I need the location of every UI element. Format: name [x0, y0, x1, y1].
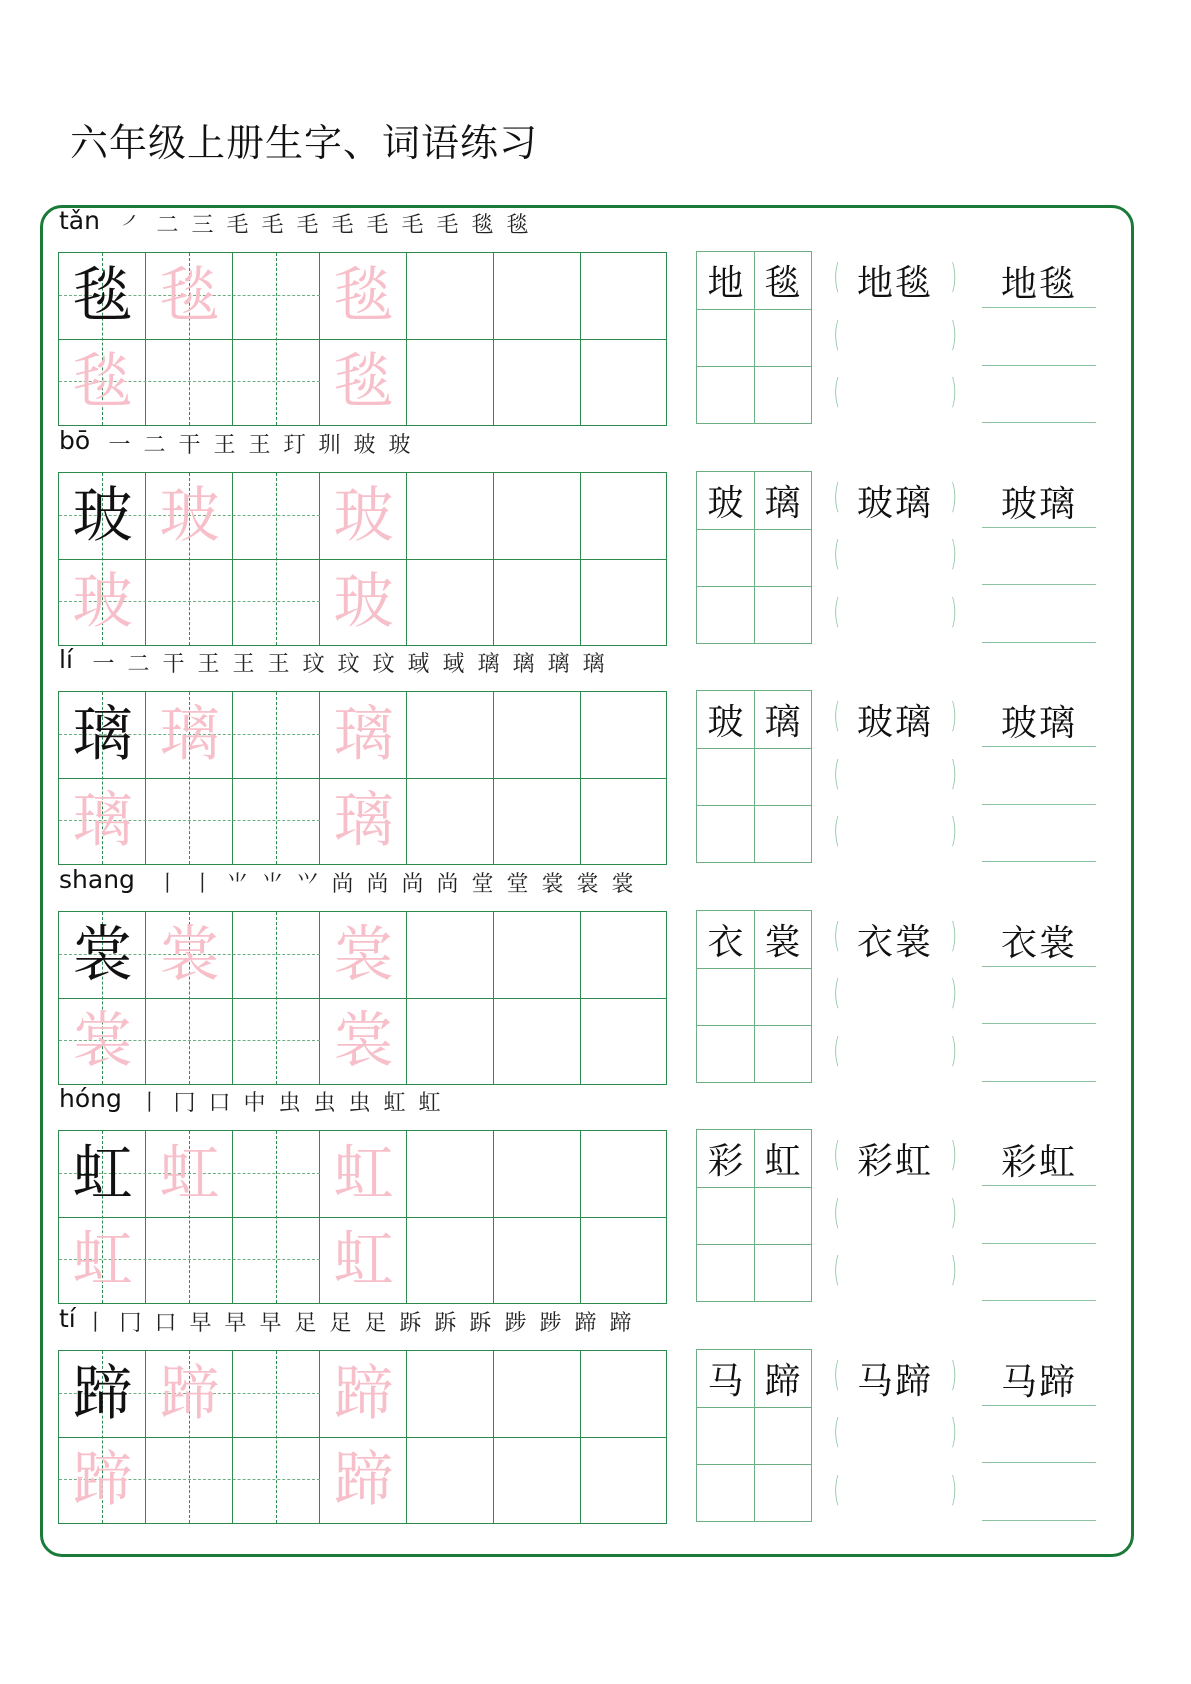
- stroke-step: 虫: [278, 1091, 301, 1116]
- left-paren-icon: (: [833, 314, 840, 355]
- writing-grid: [58, 1350, 667, 1524]
- underline-answer-slot[interactable]: [982, 1024, 1096, 1082]
- word-char: 蹄: [764, 1360, 801, 1402]
- paren-answer-slot[interactable]: [833, 967, 957, 1024]
- stroke-step: 裳: [576, 871, 599, 897]
- stroke-step: 毛: [436, 213, 459, 238]
- right-paren-icon: ): [950, 973, 957, 1013]
- stroke-step: 王: [197, 652, 220, 677]
- grid-line: [697, 309, 811, 310]
- stroke-step: ㇒: [121, 213, 144, 238]
- trace-character: 蹄: [159, 1358, 220, 1429]
- trace-character: 毯: [333, 261, 394, 331]
- stroke-step: 毛: [366, 213, 389, 238]
- word-char: 玻: [707, 482, 744, 524]
- practice-row: [0, 1086, 1191, 1305]
- stroke-step: 玟: [337, 652, 360, 677]
- underline-answer-slot[interactable]: [982, 1128, 1096, 1186]
- paren-answer-slot[interactable]: [833, 1244, 957, 1301]
- stroke-step: 跅: [399, 1310, 422, 1336]
- model-character: 毯: [72, 261, 133, 331]
- stroke-step: 王: [267, 652, 290, 677]
- guide-line: [276, 253, 277, 425]
- stroke-step: 裳: [541, 871, 564, 897]
- word-writing-box: [696, 1349, 812, 1522]
- trace-character: 蹄: [333, 1358, 394, 1429]
- model-character: 蹄: [72, 1358, 133, 1429]
- underline-answer-slot[interactable]: [982, 1405, 1096, 1463]
- stroke-step: 尚: [401, 871, 424, 897]
- word-char: 裳: [764, 921, 801, 963]
- word-writing-box: [696, 471, 812, 644]
- paren-word: 地毯: [856, 263, 933, 304]
- model-character: 玻: [72, 480, 133, 551]
- paren-answer-slot[interactable]: [833, 366, 957, 423]
- guide-line: [276, 1131, 277, 1303]
- model-character: 裳: [72, 919, 133, 990]
- stroke-step: 一: [108, 432, 131, 458]
- grid-line: [697, 529, 811, 530]
- trace-character: 玻: [333, 480, 394, 551]
- word-char: 衣: [707, 921, 744, 963]
- word-char: 毯: [764, 263, 801, 304]
- stroke-step: 堂: [506, 871, 529, 897]
- right-paren-icon: ): [950, 1469, 957, 1510]
- stroke-step: ⺌: [226, 871, 249, 897]
- paren-answer-slot[interactable]: [833, 748, 957, 805]
- left-paren-icon: (: [833, 534, 840, 574]
- pinyin-label: hóng: [59, 1084, 122, 1113]
- grid-line: [697, 968, 811, 969]
- left-paren-icon: (: [833, 591, 840, 632]
- trace-character: 毯: [333, 347, 394, 417]
- trace-character: 璃: [333, 700, 394, 770]
- stroke-step: 毛: [401, 213, 424, 238]
- word-char: 璃: [764, 702, 801, 743]
- stroke-step: 毛: [296, 213, 319, 238]
- grid-line: [697, 1187, 811, 1188]
- stroke-step: 璃: [477, 652, 500, 677]
- stroke-order-sequence: [102, 428, 417, 459]
- stroke-step: 琙: [442, 652, 465, 677]
- grid-line: [697, 586, 811, 587]
- stroke-step: 璃: [512, 652, 535, 677]
- stroke-step: 早: [189, 1310, 212, 1336]
- trace-character: 裳: [333, 919, 394, 990]
- stroke-step: 足: [329, 1310, 352, 1336]
- stroke-order-sequence: [86, 647, 611, 678]
- paren-word: 衣裳: [856, 921, 933, 963]
- stroke-step: 中: [243, 1091, 266, 1116]
- paren-answer-slot[interactable]: [833, 1187, 957, 1244]
- stroke-step: 跅: [469, 1310, 492, 1336]
- grid-line: [697, 805, 811, 806]
- underline-answer-slot[interactable]: [982, 1186, 1096, 1244]
- left-paren-icon: (: [833, 973, 840, 1013]
- paren-answer-slot[interactable]: [833, 309, 957, 366]
- paren-answer-slot[interactable]: [833, 1464, 957, 1521]
- trace-character: 裳: [159, 919, 220, 990]
- trace-character: 裳: [72, 1005, 133, 1076]
- stroke-step: 虫: [348, 1091, 371, 1116]
- right-paren-icon: ): [950, 915, 957, 956]
- right-paren-icon: ): [950, 696, 957, 736]
- left-paren-icon: (: [833, 696, 840, 736]
- trace-character: 璃: [159, 700, 220, 770]
- left-paren-icon: (: [833, 1412, 840, 1452]
- practice-row: [0, 1303, 1191, 1525]
- right-paren-icon: ): [950, 257, 957, 297]
- model-character: 璃: [72, 700, 133, 770]
- underline-answer-slot[interactable]: [982, 1348, 1096, 1406]
- left-paren-icon: (: [833, 753, 840, 794]
- stroke-step: 裳: [611, 871, 634, 897]
- paren-answer-slot[interactable]: [833, 805, 957, 862]
- stroke-step: 玻: [388, 432, 411, 458]
- underline-word: 彩虹: [1000, 1142, 1077, 1183]
- stroke-step: 二: [143, 432, 166, 458]
- trace-character: 蹄: [333, 1444, 394, 1515]
- stroke-step: 丨: [191, 871, 214, 897]
- stroke-step: 踄: [539, 1310, 562, 1336]
- underline-answer-slot[interactable]: [982, 689, 1096, 747]
- underline-answer-slot[interactable]: [982, 1463, 1096, 1521]
- stroke-step: 玔: [318, 432, 341, 458]
- word-char: 马: [707, 1360, 744, 1402]
- underline-answer-slot[interactable]: [982, 585, 1096, 643]
- paren-answer-slot[interactable]: [833, 528, 957, 585]
- stroke-step: 毛: [226, 213, 249, 238]
- left-paren-icon: (: [833, 1192, 840, 1233]
- paren-word: 彩虹: [856, 1141, 933, 1182]
- stroke-step: 堂: [471, 871, 494, 897]
- underline-answer-slot[interactable]: [982, 747, 1096, 805]
- right-paren-icon: ): [950, 1412, 957, 1452]
- stroke-step: ⺍: [296, 871, 319, 897]
- guide-line: [276, 1351, 277, 1523]
- page-title: 六年级上册生字、词语练习: [70, 121, 539, 165]
- stroke-step: 踄: [504, 1310, 527, 1336]
- practice-row: [0, 208, 1191, 427]
- left-paren-icon: (: [833, 476, 840, 517]
- right-paren-icon: ): [950, 476, 957, 517]
- right-paren-icon: ): [950, 1030, 957, 1071]
- stroke-step: 蹄: [574, 1310, 597, 1336]
- grid-line: [697, 366, 811, 367]
- trace-character: 玻: [333, 566, 394, 637]
- underline-answer-slot[interactable]: [982, 804, 1096, 862]
- stroke-step: 王: [213, 432, 236, 458]
- stroke-step: 虫: [313, 1091, 336, 1116]
- word-writing-box: [696, 910, 812, 1083]
- word-writing-box: [696, 251, 812, 424]
- stroke-step: 干: [162, 652, 185, 677]
- paren-answer-slot[interactable]: [833, 1129, 957, 1186]
- right-paren-icon: ): [950, 1135, 957, 1175]
- paren-answer-slot[interactable]: [833, 586, 957, 643]
- stroke-step: 丨: [156, 871, 179, 897]
- word-char: 地: [707, 263, 744, 304]
- grid-line: [697, 1407, 811, 1408]
- paren-answer-slot[interactable]: [833, 251, 957, 308]
- stroke-step: 毯: [471, 213, 494, 238]
- stroke-step: 毛: [331, 213, 354, 238]
- stroke-step: 玟: [372, 652, 395, 677]
- trace-character: 毯: [72, 347, 133, 417]
- paren-answer-slot[interactable]: [833, 1406, 957, 1463]
- paren-word: 玻璃: [856, 482, 933, 524]
- stroke-step: 跅: [434, 1310, 457, 1336]
- stroke-step: 虹: [383, 1091, 406, 1116]
- trace-character: 毯: [159, 261, 220, 331]
- trace-character: 虹: [333, 1139, 394, 1209]
- model-character: 虹: [72, 1139, 133, 1209]
- grid-line: [697, 748, 811, 749]
- guide-line: [276, 912, 277, 1084]
- writing-grid: [58, 691, 667, 865]
- underline-word: 地毯: [1000, 264, 1077, 305]
- stroke-step: 玟: [302, 652, 325, 677]
- underline-word: 玻璃: [1000, 483, 1077, 525]
- pinyin-label: tí: [59, 1303, 76, 1333]
- grid-line: [697, 1244, 811, 1245]
- guide-line: [276, 692, 277, 864]
- writing-grid: [58, 911, 667, 1085]
- right-paren-icon: ): [950, 811, 957, 851]
- pinyin-label: bō: [59, 425, 91, 455]
- stroke-step: 冂: [173, 1091, 196, 1116]
- stroke-step: 二: [127, 652, 150, 677]
- left-paren-icon: (: [833, 1030, 840, 1071]
- practice-row: [0, 864, 1191, 1086]
- stroke-step: 尚: [331, 871, 354, 897]
- pinyin-label: tǎn: [59, 206, 100, 235]
- underline-answer-slot[interactable]: [982, 527, 1096, 585]
- underline-answer-slot[interactable]: [982, 470, 1096, 528]
- right-paren-icon: ): [950, 1192, 957, 1233]
- right-paren-icon: ): [950, 1250, 957, 1290]
- stroke-step: 二: [156, 213, 179, 238]
- left-paren-icon: (: [833, 811, 840, 851]
- right-paren-icon: ): [950, 591, 957, 632]
- stroke-step: 早: [259, 1310, 282, 1336]
- trace-character: 玻: [159, 480, 220, 551]
- stroke-step: 尚: [366, 871, 389, 897]
- stroke-step: 口: [154, 1310, 177, 1336]
- writing-grid: [58, 472, 667, 646]
- paren-answer-slot[interactable]: [833, 1349, 957, 1406]
- right-paren-icon: ): [950, 753, 957, 794]
- left-paren-icon: (: [833, 915, 840, 956]
- underline-answer-slot[interactable]: [982, 909, 1096, 967]
- stroke-step: 口: [208, 1091, 231, 1116]
- stroke-order-sequence: [115, 208, 535, 239]
- word-char: 璃: [764, 482, 801, 524]
- stroke-step: 蹄: [609, 1310, 632, 1336]
- word-writing-box: [696, 690, 812, 863]
- stroke-step: 尚: [436, 871, 459, 897]
- paren-word: 马蹄: [856, 1360, 933, 1402]
- underline-word: 玻璃: [1000, 703, 1077, 744]
- stroke-step: 毛: [261, 213, 284, 238]
- stroke-step: 玎: [283, 432, 306, 458]
- stroke-step: 琙: [407, 652, 430, 677]
- paren-answer-slot[interactable]: [833, 910, 957, 967]
- left-paren-icon: (: [833, 1354, 840, 1395]
- word-char: 虹: [764, 1141, 801, 1182]
- grid-line: [697, 1025, 811, 1026]
- grid-line: [697, 1464, 811, 1465]
- underline-answer-slot[interactable]: [982, 250, 1096, 308]
- writing-grid: [58, 252, 667, 426]
- stroke-step: 丨: [138, 1091, 161, 1116]
- stroke-step: 丨: [84, 1310, 107, 1336]
- stroke-step: ⺌: [261, 871, 284, 897]
- right-paren-icon: ): [950, 1354, 957, 1395]
- stroke-step: 璃: [582, 652, 605, 677]
- trace-character: 虹: [159, 1139, 220, 1209]
- stroke-step: 璃: [547, 652, 570, 677]
- stroke-order-sequence: [150, 867, 640, 898]
- stroke-step: 虹: [418, 1091, 441, 1116]
- underline-answer-slot[interactable]: [982, 308, 1096, 366]
- trace-character: 虹: [333, 1225, 394, 1295]
- underline-answer-slot[interactable]: [982, 365, 1096, 423]
- stroke-step: 毯: [506, 213, 529, 238]
- trace-character: 蹄: [72, 1444, 133, 1515]
- left-paren-icon: (: [833, 1135, 840, 1175]
- stroke-step: 一: [92, 652, 115, 677]
- pinyin-label: lí: [59, 645, 73, 674]
- left-paren-icon: (: [833, 372, 840, 412]
- stroke-step: 王: [248, 432, 271, 458]
- trace-character: 玻: [72, 566, 133, 637]
- stroke-order-sequence: [132, 1086, 447, 1117]
- left-paren-icon: (: [833, 257, 840, 297]
- underline-word: 衣裳: [1000, 922, 1077, 964]
- paren-answer-slot[interactable]: [833, 690, 957, 747]
- trace-character: 虹: [72, 1225, 133, 1295]
- guide-line: [276, 473, 277, 645]
- word-writing-box: [696, 1129, 812, 1302]
- stroke-order-sequence: [78, 1306, 638, 1337]
- stroke-step: 王: [232, 652, 255, 677]
- trace-character: 璃: [333, 786, 394, 856]
- left-paren-icon: (: [833, 1469, 840, 1510]
- stroke-step: 足: [294, 1310, 317, 1336]
- underline-answer-slot[interactable]: [982, 966, 1096, 1024]
- paren-answer-slot[interactable]: [833, 1025, 957, 1082]
- underline-word: 马蹄: [1000, 1361, 1077, 1403]
- pinyin-label: shang: [59, 864, 135, 894]
- left-paren-icon: (: [833, 1250, 840, 1290]
- word-char: 玻: [707, 702, 744, 743]
- right-paren-icon: ): [950, 534, 957, 574]
- right-paren-icon: ): [950, 372, 957, 412]
- stroke-step: 冂: [119, 1310, 142, 1336]
- trace-character: 裳: [333, 1005, 394, 1076]
- right-paren-icon: ): [950, 314, 957, 355]
- paren-word: 玻璃: [856, 702, 933, 743]
- word-char: 彩: [707, 1141, 744, 1182]
- writing-grid: [58, 1130, 667, 1304]
- practice-row: [0, 647, 1191, 866]
- stroke-step: 三: [191, 213, 214, 238]
- paren-answer-slot[interactable]: [833, 471, 957, 528]
- stroke-step: 玻: [353, 432, 376, 458]
- underline-answer-slot[interactable]: [982, 1243, 1096, 1301]
- stroke-step: 早: [224, 1310, 247, 1336]
- stroke-step: 干: [178, 432, 201, 458]
- practice-row: [0, 425, 1191, 647]
- stroke-step: 足: [364, 1310, 387, 1336]
- trace-character: 璃: [72, 786, 133, 856]
